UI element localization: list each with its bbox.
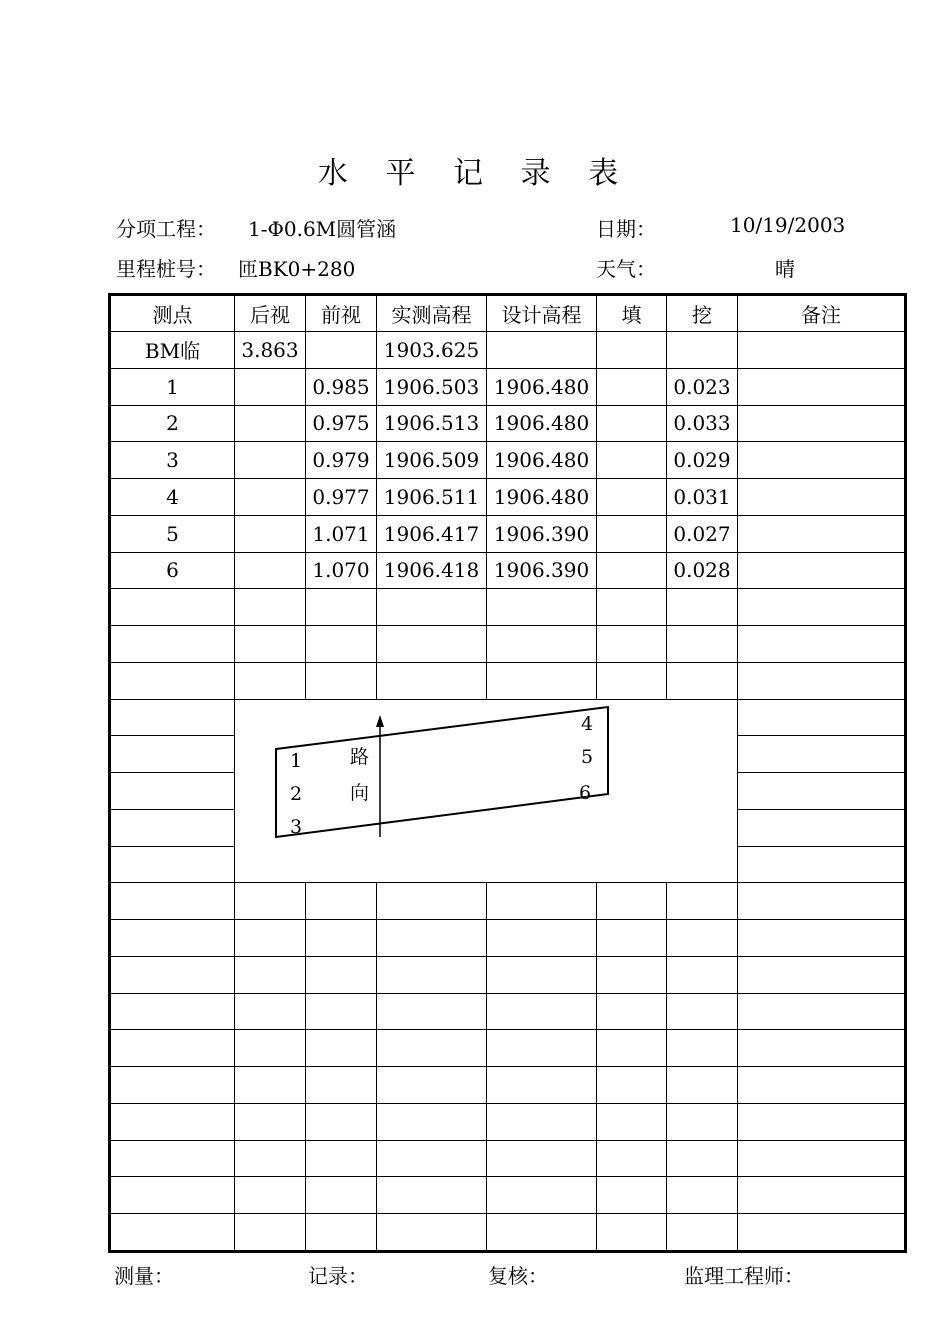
table-row xyxy=(110,552,906,589)
table-cell xyxy=(667,332,738,369)
table-cell xyxy=(597,332,667,369)
table-row xyxy=(110,920,906,957)
table-row xyxy=(110,883,906,920)
table-cell xyxy=(235,552,306,589)
road-label-1: 路 xyxy=(350,746,370,768)
weather-value: 晴 xyxy=(775,257,795,281)
table-cell xyxy=(738,552,906,589)
col-header: 实测高程 xyxy=(377,295,487,332)
table-row xyxy=(110,1103,906,1140)
table-cell xyxy=(597,368,667,405)
record-label: 记录： xyxy=(308,1264,368,1288)
col-header: 测点 xyxy=(110,295,235,332)
table-cell: 0.979 xyxy=(306,442,377,479)
table-cell: 0.027 xyxy=(667,515,738,552)
table-cell: 0.023 xyxy=(667,368,738,405)
table-row xyxy=(110,405,906,442)
col-header: 后视 xyxy=(235,295,306,332)
table-cell: 5 xyxy=(110,515,235,552)
table-cell xyxy=(306,332,377,369)
table-cell xyxy=(738,368,906,405)
table-row xyxy=(110,1067,906,1104)
station-label: 里程桩号： xyxy=(116,257,216,281)
table-row xyxy=(110,1214,906,1252)
point-label-3: 3 xyxy=(290,816,303,838)
point-label-6: 6 xyxy=(579,782,592,804)
col-header: 设计高程 xyxy=(487,295,597,332)
table-cell: 1906.480 xyxy=(487,405,597,442)
table-row xyxy=(110,515,906,552)
table-header-row xyxy=(110,295,906,332)
table-cell xyxy=(235,479,306,516)
table-cell xyxy=(738,479,906,516)
table-cell xyxy=(597,552,667,589)
point-label-4: 4 xyxy=(581,713,594,735)
survey-label: 测量： xyxy=(114,1264,174,1288)
table-cell xyxy=(235,515,306,552)
table-cell: 1906.390 xyxy=(487,552,597,589)
table-cell: 1906.480 xyxy=(487,368,597,405)
table-cell xyxy=(738,442,906,479)
table-cell: 4 xyxy=(110,479,235,516)
table-row xyxy=(110,332,906,369)
station-value: 匝BK0+280 xyxy=(238,257,356,281)
table-cell: 0.985 xyxy=(306,368,377,405)
table-row xyxy=(110,368,906,405)
table-cell: 0.977 xyxy=(306,479,377,516)
page-title: 水 平 记 录 表 xyxy=(317,156,633,191)
table-row xyxy=(110,1177,906,1214)
table-cell: 1 xyxy=(110,368,235,405)
table-cell: 1906.417 xyxy=(377,515,487,552)
table-cell: 0.029 xyxy=(667,442,738,479)
date-label: 日期： xyxy=(596,217,656,241)
table-cell xyxy=(487,332,597,369)
table-cell: 1903.625 xyxy=(377,332,487,369)
weather-label: 天气： xyxy=(596,257,656,281)
col-header: 挖 xyxy=(667,295,738,332)
table-row xyxy=(110,479,906,516)
road-direction-arrow-icon xyxy=(376,715,384,727)
table-cell: 2 xyxy=(110,405,235,442)
table-cell xyxy=(597,442,667,479)
road-label-2: 向 xyxy=(350,782,370,804)
table-row xyxy=(110,956,906,993)
table-cell xyxy=(235,368,306,405)
col-header: 备注 xyxy=(738,295,906,332)
table-row xyxy=(110,626,906,663)
supervisor-label: 监理工程师： xyxy=(684,1264,804,1288)
table-row xyxy=(110,993,906,1030)
table-cell: 3.863 xyxy=(235,332,306,369)
table-cell xyxy=(597,515,667,552)
table-cell: BM临 xyxy=(110,332,235,369)
table-cell: 1906.509 xyxy=(377,442,487,479)
project-value: 1-Φ0.6M圆管涵 xyxy=(248,217,397,241)
point-label-1: 1 xyxy=(290,750,303,772)
table-cell: 1906.513 xyxy=(377,405,487,442)
table-cell: 1906.503 xyxy=(377,368,487,405)
table-cell: 1906.480 xyxy=(487,442,597,479)
table-cell xyxy=(738,515,906,552)
table-row xyxy=(110,589,906,626)
table-cell xyxy=(738,332,906,369)
table-cell: 0.031 xyxy=(667,479,738,516)
col-header: 填 xyxy=(597,295,667,332)
table-cell: 6 xyxy=(110,552,235,589)
table-cell: 1906.511 xyxy=(377,479,487,516)
table-row xyxy=(110,662,906,699)
culvert-outline xyxy=(276,707,608,837)
culvert-sketch xyxy=(234,701,734,881)
table-cell: 0.028 xyxy=(667,552,738,589)
table-cell: 1906.418 xyxy=(377,552,487,589)
table-cell xyxy=(597,405,667,442)
point-label-5: 5 xyxy=(581,746,594,768)
table-cell: 1.070 xyxy=(306,552,377,589)
table-cell: 0.975 xyxy=(306,405,377,442)
table-row xyxy=(110,1140,906,1177)
table-cell xyxy=(597,479,667,516)
col-header: 前视 xyxy=(306,295,377,332)
date-value: 10/19/2003 xyxy=(730,213,846,237)
project-label: 分项工程： xyxy=(116,217,216,241)
table-cell xyxy=(738,405,906,442)
table-cell: 1.071 xyxy=(306,515,377,552)
table-cell: 3 xyxy=(110,442,235,479)
table-cell xyxy=(235,405,306,442)
table-cell: 1906.480 xyxy=(487,479,597,516)
table-row xyxy=(110,1030,906,1067)
review-label: 复核： xyxy=(488,1264,548,1288)
table-cell xyxy=(235,442,306,479)
table-row xyxy=(110,442,906,479)
point-label-2: 2 xyxy=(290,783,303,805)
table-cell: 1906.390 xyxy=(487,515,597,552)
table-cell: 0.033 xyxy=(667,405,738,442)
